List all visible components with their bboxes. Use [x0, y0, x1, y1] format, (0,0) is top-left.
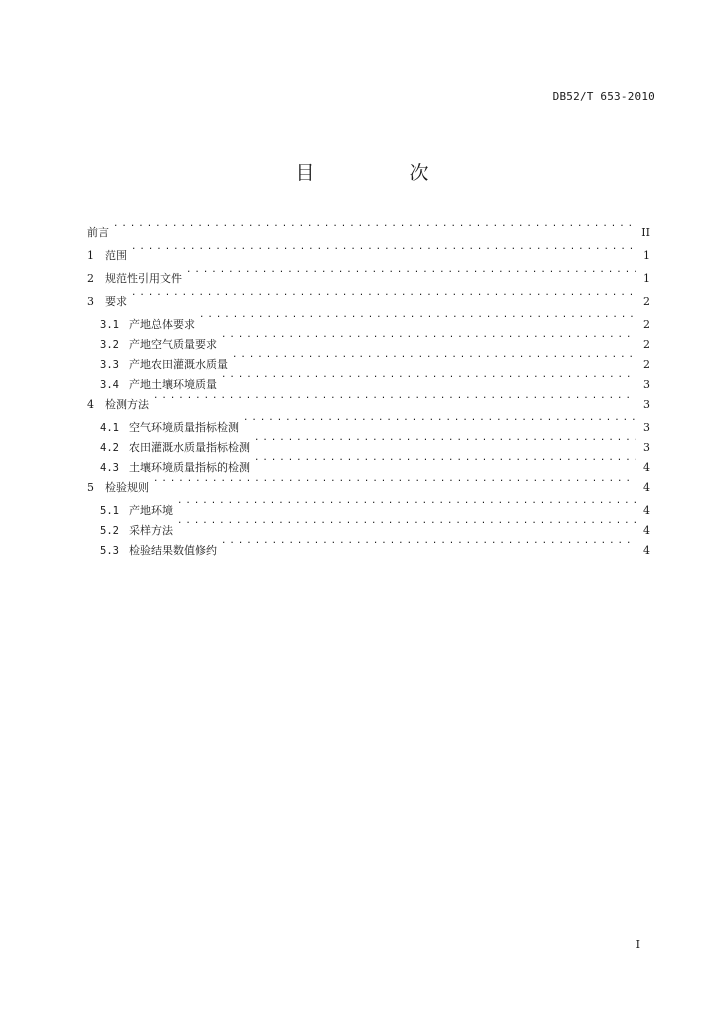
toc-entry-page: 3 — [643, 421, 650, 434]
toc-entry-page: 4 — [643, 504, 650, 517]
toc-list — [87, 213, 650, 557]
toc-entry-2[interactable] — [87, 259, 650, 285]
toc-entry-label: 规范性引用文件 — [105, 272, 182, 285]
toc-entry-label: 产地农田灌溉水质量 — [129, 358, 228, 371]
toc-entry-number: 5 — [87, 481, 94, 494]
toc-entry-3-1[interactable] — [87, 305, 650, 331]
toc-title: 目 次 — [295, 162, 467, 184]
toc-leader-dots — [153, 468, 636, 491]
toc-entry-3[interactable] — [87, 282, 650, 308]
toc-entry-number: 3.2 — [100, 339, 119, 351]
toc-entry-label: 农田灌溉水质量指标检测 — [129, 441, 250, 454]
toc-entry-page: 3 — [643, 378, 650, 391]
toc-entry-label: 产地空气质量要求 — [129, 338, 217, 351]
toc-entry-4[interactable] — [87, 385, 650, 411]
toc-entry-label: 检验规则 — [105, 481, 149, 494]
page-number: I — [635, 938, 640, 951]
toc-entry-5[interactable] — [87, 468, 650, 494]
toc-entry-number: 4.1 — [100, 422, 119, 434]
toc-entry-label: 检验结果数值修约 — [129, 544, 217, 557]
toc-entry-number: 4.3 — [100, 462, 119, 474]
toc-entry-page: 2 — [643, 295, 650, 308]
toc-entry-page: 2 — [643, 358, 650, 371]
toc-entry-number: 4.2 — [100, 442, 119, 454]
toc-entry-number: 3 — [87, 295, 94, 308]
toc-entry-number: 5.2 — [100, 525, 119, 537]
toc-entry-number: 2 — [87, 272, 94, 285]
toc-entry-number: 3.4 — [100, 379, 119, 391]
toc-entry-page: 1 — [643, 272, 650, 285]
toc-leader-dots — [113, 213, 635, 236]
toc-entry-page: 1 — [643, 249, 650, 262]
toc-entry-number: 4 — [87, 398, 94, 411]
toc-entry-5-1[interactable] — [87, 491, 650, 517]
toc-entry-number: 3.1 — [100, 319, 119, 331]
toc-entry-label: 要求 — [105, 295, 127, 308]
document-code: DB52/T 653-2010 — [552, 90, 655, 103]
toc-entry-label: 产地土壤环境质量 — [129, 378, 217, 391]
toc-leader-dots — [153, 385, 636, 408]
toc-entry-label: 土壤环境质量指标的检测 — [129, 461, 250, 474]
toc-entry-label: 前言 — [87, 226, 109, 239]
toc-entry-number: 5.3 — [100, 545, 119, 557]
toc-entry-label: 检测方法 — [105, 398, 149, 411]
toc-entry-page: 2 — [643, 338, 650, 351]
toc-entry-number: 1 — [87, 249, 94, 262]
toc-entry-page: 4 — [643, 461, 650, 474]
toc-entry-label: 产地环境 — [129, 504, 173, 517]
toc-entry-foreword[interactable] — [87, 213, 650, 239]
toc-leader-dots — [221, 531, 636, 554]
toc-entry-page: 4 — [643, 481, 650, 494]
toc-leader-dots — [131, 236, 636, 259]
toc-entry-number: 3.3 — [100, 359, 119, 371]
toc-entry-label: 产地总体要求 — [129, 318, 195, 331]
toc-entry-page: 2 — [643, 318, 650, 331]
toc-entry-4-1[interactable] — [87, 408, 650, 434]
toc-leader-dots — [186, 259, 636, 282]
toc-entry-1[interactable] — [87, 236, 650, 262]
toc-entry-page: 3 — [643, 398, 650, 411]
toc-entry-label: 空气环境质量指标检测 — [129, 421, 239, 434]
toc-leader-dots — [131, 282, 636, 305]
toc-entry-page: II — [641, 226, 650, 239]
toc-entry-label: 范围 — [105, 249, 127, 262]
toc-entry-number: 5.1 — [100, 505, 119, 517]
toc-entry-page: 3 — [643, 441, 650, 454]
toc-entry-label: 采样方法 — [129, 524, 173, 537]
toc-entry-page: 4 — [643, 544, 650, 557]
toc-entry-page: 4 — [643, 524, 650, 537]
